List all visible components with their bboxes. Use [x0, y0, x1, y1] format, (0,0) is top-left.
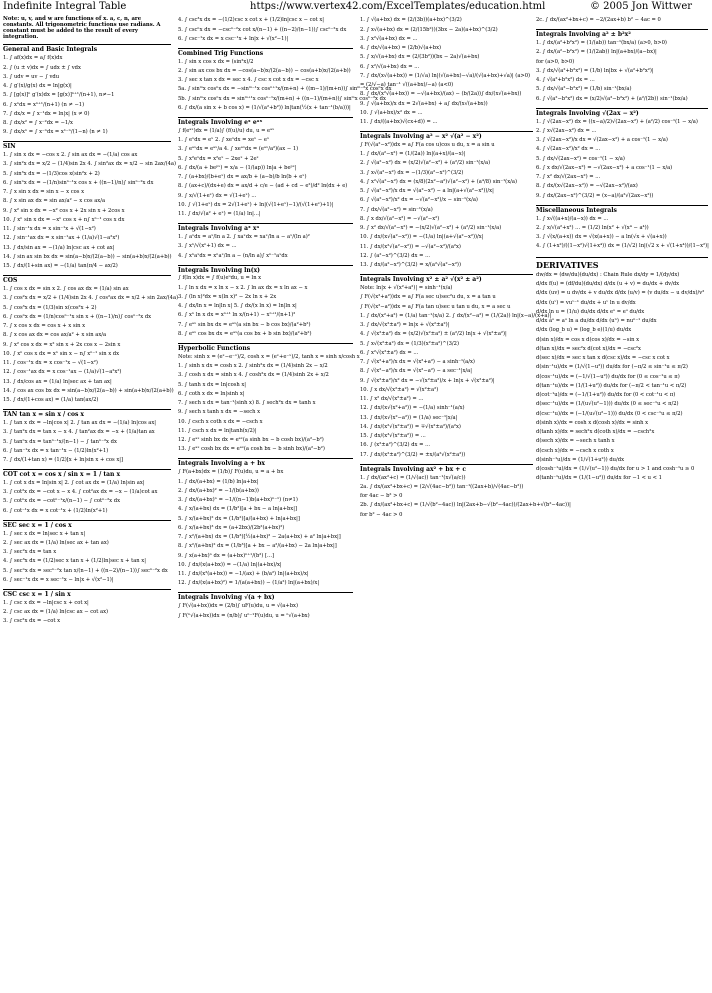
formula: 5. ∫ cos³x dx = (1/3)sin x(cos²x + 2): [3, 304, 97, 311]
formula: 1. ∫ aˣdx = aˣ/ln a 2. ∫ xaˣdx = xaˣ/ln a − aˣ/(ln a)²: [178, 234, 310, 241]
formula: 3. ∫ √(2ax−x²)/x dx = √(2ax−x²) + a cos⁻¹(1 − x/a): [536, 137, 668, 144]
section-title: SIN: [3, 141, 171, 151]
derivative-formula: d/dx aᵘ = aᵘ ln a du/dx d/dx (uⁿ) = nuⁿ⁻¹ du/dx: [536, 318, 657, 325]
formula: 8. ∫ x cos ax dx = cos ax/a² + x sin ax/a: [3, 332, 107, 339]
formula: 3. ∫ x²√(a+bx) dx = ...: [360, 35, 418, 42]
formula: 6. ∫ cosⁿx dx = (1/n)cosⁿ⁻¹x sin x + ((n−1)/n)∫ cosⁿ⁻²x dx: [3, 313, 152, 320]
formula: 1. ∫ sin x dx = −cos x 2. ∫ sin ax dx = −(1/a) cos ax: [3, 152, 138, 159]
formula: 7. ∫ eᵃˣ sin bx dx = eᵃˣ(a sin bx − b cos bx)/(a²+b²): [178, 321, 311, 328]
formula: 8. ∫ eᵃˣ cos bx dx = eᵃˣ(a cos bx + b sin bx)/(a²+b²): [178, 330, 312, 337]
formula: 3. ∫ cosh x dx = sinh x 4. ∫ cosh²x dx = (1/4)sinh 2x + x/2: [178, 372, 329, 379]
formula: 6. ∫ cot⁻¹x dx = x cot⁻¹x + (1/2)ln(x²+1): [3, 507, 108, 514]
formula: 3. ∫ xⁿ/√(xⁿ+1) dx = ...: [178, 243, 237, 250]
formula: 3. ∫ sin²x dx = x/2 − (1/4)sin 2x 4. ∫ sin²ax dx = x/2 − sin 2ax/(4a): [3, 161, 177, 168]
formula: 8. ∫ x²/(a+bx)² dx = (1/b³)[a + bx − a²/(a+bx) − 2a ln|a+bx|]: [178, 543, 337, 550]
formula: 5. ∫ x²eˣdx = x²eˣ − 2xeˣ + 2eˣ: [178, 155, 259, 162]
formula: 1. ∫ dx/(x²+a²) = (1/a) tan⁻¹(x/a) 2. ∫ dx/(x²−a²) = (1/(2a)) ln|(x−a)/(x+a)|: [360, 312, 552, 319]
formula: 2. ∫ (u ± v)dx = ∫ udx ± ∫ vdx: [3, 64, 81, 71]
formula: 14. ∫ dx/(x²√(x²±a²)) = ∓√(x²±a²)/(a²x): [360, 423, 461, 430]
derivative-formula: d(csc⁻¹u)/dx = (−1/(u√(u²−1))) du/dx (0 < csc⁻¹u ≤ π/2): [536, 410, 683, 417]
formula: 10. ∫ dx/(x√(a²−x²)) = −(1/a) ln|(a+√(a²−x²))/x|: [360, 234, 484, 241]
formula: 12. ∫ dx/(x√(x²+a²)) = −(1/a) sinh⁻¹(a/x): [360, 405, 465, 412]
formula: 1. ∫ tan x dx = −ln|cos x| 2. ∫ tan ax dx = −(1/a) ln|cos ax|: [3, 420, 157, 427]
formula: = (2/√−a) tan⁻¹ √((a+bx)/−a) (a<0): [360, 82, 454, 89]
derivative-formula: d(cosh⁻¹u)/dx = (1/√(u²−1)) du/dx for u > 1 and cosh⁻¹u ≥ 0: [536, 466, 695, 473]
formula: 12. ∫ sin⁻¹ax dx = x sin⁻¹ax + (1/a)√(1−a²x²): [3, 235, 120, 242]
formula: 3. ∫ dx/√(a²+b²x²) = (1/b) ln|bx + √(a²+b²x²)|: [536, 67, 654, 74]
formula: 4. ∫ dx/ln x = ln|ln x| 5. ∫ dx/(x ln x) = ln|ln x|: [178, 303, 297, 310]
formula: 3. ∫ eᵃˣdx = eᵃˣ/a 4. ∫ xeᵃˣdx = (eᵃˣ/a²)(ax − 1): [178, 146, 299, 153]
formula: ∫ f(ln x)dx = ∫ f(u)eᵘdu, u = ln x: [178, 275, 262, 282]
formula: 3. ∫ cos²x dx = x/2 + (1/4)sin 2x 4. ∫ cos²ax dx = x/2 + sin 2ax/(4a): [3, 295, 179, 302]
formula: 5. ∫ sin³x dx = −(1/3)cos x(sin²x + 2): [3, 170, 100, 177]
formula: 7. ∫ dx/x = ∫ x⁻¹dx = ln|x| (x ≠ 0): [3, 110, 90, 117]
formula: ∫ F(√(x²+a²))dx = a∫ F(a sec u)sec²u du, x = a tan u: [360, 294, 496, 301]
formula: 4. ∫ x/(a+bx) dx = (1/b²)[a + bx − a ln|a+bx|]: [178, 506, 297, 513]
formula: 1. ∫ ln x dx = x ln x − x 2. ∫ ln ax dx = x ln ax − x: [178, 284, 308, 291]
formula: 2c. ∫ dx/(ax²+bx+c) = −2/(2ax+b) b² − 4ac = 0: [536, 17, 661, 24]
formula: 6. ∫ dx/(a + beᵖˣ) = x/a − (1/(ap)) ln|a + beᵖˣ|: [178, 164, 297, 171]
section-title: Integrals Involving a + bx: [178, 458, 353, 468]
formula: 1. ∫ cot x dx = ln|sin x| 2. ∫ cot ax dx = (1/a) ln|sin ax|: [3, 479, 145, 486]
formula: 10. ∫ x dx/√(x²±a²) = √(x²±a²): [360, 386, 439, 393]
formula: 8. ∫ (ax+c)/(dx+e) dx = ax/d + c/e − (ad + cd − e²)/d² ln(dx + e): [178, 183, 348, 190]
formula: 6. ∫ tan⁻¹x dx = x tan⁻¹x − (1/2)ln(x²+1): [3, 447, 109, 454]
formula: 12. ∫ (a²−x²)^(3/2) dx = ...: [360, 252, 431, 259]
derivative-formula: d(tanh⁻¹u)/dx = (1/(1−u²)) du/dx for −1 < u < 1: [536, 475, 662, 482]
usage-note: Note: u, v, and w are functions of x. a, c, n, are constants. All trigonometric functions use radians. A constant must be added to the result of every integration.: [3, 16, 161, 41]
formula: 2. ∫ x/√(a²+x²) ... = (1/2) ln(x² + √(x⁴ − a⁴)): [536, 224, 649, 231]
formula: 3. ∫ dx/(a+bx)ⁿ = −1/((n−1)b(a+bx)ⁿ⁻¹) (n≠1): [178, 497, 298, 504]
formula: 5. ∫ x/(a+bx)² dx = (1/b²)[a/(a+bx) + ln|a+bx|]: [178, 515, 300, 522]
formula: 14. ∫ cos ax cos bx dx = sin(a−b)x/(2(a−b)) + sin(a+b)x/(2(a+b)): [3, 387, 174, 394]
formula: 1. ∫ √(a+bx) dx = (2/(3b))(a+bx)^(3/2): [360, 17, 462, 24]
section-title: CSC csc x = 1 / sin x: [3, 589, 171, 599]
formula: Note: sinh x = (eˣ−e⁻ˣ)/2, cosh x = (eˣ+e⁻ˣ)/2, tanh x = sinh x/cosh x: [178, 353, 360, 360]
section-title: SEC sec x = 1 / cos x: [3, 520, 171, 530]
formula: 7. ∫ dx/√(a²−x²) = sin⁻¹(x/a): [360, 206, 433, 213]
formula: 11. ∫ csch x dx = ln|tanh(x/2)|: [178, 427, 257, 434]
formula: 1. ∫ sinh x dx = cosh x 2. ∫ sinh²x dx = (1/4)sinh 2x − x/2: [178, 363, 328, 370]
formula: 3. ∫ (ln x)²dx = x(ln x)² − 2x ln x + 2x: [178, 293, 277, 300]
derivative-formula: dw/dx = (dw/du)(du/dx) : Chain Rule dx/dy = 1/(dy/dx): [536, 271, 680, 278]
formula: 2a. ∫ dx/(ax²+bx+c) = (2/√(4ac−b²)) tan⁻¹((2ax+b)/√(4ac−b²)): [360, 483, 524, 490]
formula: 4. ∫ xⁿaˣdx = xⁿaˣ/ln a − (n/ln a)∫ xⁿ⁻¹aˣdx: [178, 252, 288, 259]
formula: 5. ∫ x√(x²±a²) dx = (1/3)(x²±a²)^(3/2): [360, 340, 460, 347]
formula: 5. ∫ cotⁿx dx = −cotⁿ⁻¹x/(n−1) − ∫ cotⁿ⁻²x dx: [3, 498, 120, 505]
formula: 6. ∫ sinⁿx dx = −(1/n)sinⁿ⁻¹x cos x + ((n−1)/n)∫ sinⁿ⁻²x dx: [3, 179, 154, 186]
derivative-formula: d(sin⁻¹u)/dx = (1/√(1−u²)) du/dx for (−π/2 ≤ sin⁻¹u ≤ π/2): [536, 364, 688, 371]
formula: 2. ∫ sec ax dx = (1/a) ln(sec ax + tan ax): [3, 539, 109, 546]
formula: 6. ∫ x/(a+bx)³ dx = (a+2bx)/(2b²(a+bx)²): [178, 524, 285, 531]
formula: 10. ∫ csch x coth x dx = −csch x: [178, 418, 263, 425]
formula: 3. ∫ x√(a²−x²) dx = −(1/3)(a²−x²)^(3/2): [360, 169, 464, 176]
derivative-formula: d/dx (uᵛ) = vuᵛ⁻¹ du/dx + uᵛ ln u dv/dx: [536, 299, 636, 306]
formula: 3. ∫ sec²x dx = tan x: [3, 549, 57, 556]
formula: 2. ∫ dx/(a²−b²x²) = (1/(2ab)) ln|(a+bx)/(a−bx)|: [536, 49, 657, 56]
formula: 1. ∫ cos x dx = sin x 2. ∫ cos ax dx = (1/a) sin ax: [3, 286, 129, 293]
formula: 2. ∫ sin ax cos bx dx = −cos(a−b)x/(2(a−b)) − cos(a+b)x/(2(a+b)): [178, 67, 351, 74]
formula: 2. ∫ csc ax dx = (1/a) ln(csc ax − cot ax): [3, 609, 109, 616]
formula: 4. ∫ sec³x dx = (1/2)sec x tan x + (1/2)ln|sec x + tan x|: [3, 558, 146, 565]
section-title: Integrals Involving √(2ax − x²): [536, 108, 708, 118]
formula: ∫ F(√(a²−x²))dx = a∫ F(a cos u)cos u du, x = a sin u: [360, 141, 495, 148]
formula: 5b. ∫ sinᵐx cosⁿx dx = sinᵐ⁺¹x cosⁿ⁻¹x/(m+n) + ((n−1)/(m+n))∫ sinᵐx cosⁿ⁻²x dx: [178, 95, 386, 102]
formula: 1. ∫ x√((a+x)/(a−x)) dx = ...: [536, 215, 609, 222]
formula: 7. ∫ (a+bx)/(b+eˣ) dx = ax/b + (a−b)/b ln(b + eˣ): [178, 174, 307, 181]
formula: 8. ∫ x dx/√(a²−x²) = −√(a²−x²): [360, 215, 440, 222]
formula: 4. ∫ dx/√(a+bx) = (2/b)√(a+bx): [360, 45, 442, 52]
formula: for (a>0, b>0): [536, 58, 575, 65]
formula: 9. ∫ x² sin x dx = −x² cos x + 2x sin x + 2cos x: [3, 207, 125, 214]
formula: 7. ∫ x² dx/√(2ax−x²) = ...: [536, 174, 601, 181]
formula: 1. ∫ dx/(ax²+c) = (1/√(ac)) tan⁻¹(x√(a/c)): [360, 474, 466, 481]
formula: 1. ∫ sec x dx = ln|sec x + tan x|: [3, 530, 86, 537]
formula: 8. ∫ √(x²−a²)/x dx = √(x²−a²) − a sec⁻¹|x/a|: [360, 368, 473, 375]
column-4: [536, 16, 708, 483]
formula: 1. ∫ eˣdx = eˣ 2. ∫ xeˣdx = xeˣ − eˣ: [178, 137, 270, 144]
formula: 9. ∫ √(x²±a²)/x² dx = −√(x²±a²)/x + ln|x + √(x²±a²)|: [360, 377, 495, 384]
formula: 6. ∫ dx/(a sin x + b cos x) = (1/√(a²+b²)) ln|tan(½(x + tan⁻¹(b/a)))|: [178, 104, 351, 111]
derivative-formula: d(sec⁻¹u)/dx = (1/(u√(u²−1))) du/dx (0 ≤ sec⁻¹u < π/2): [536, 401, 679, 408]
formula: 13. ∫ eᵃˣ cosh bx dx = eᵃˣ(a cosh bx − b sinh bx)/(a²−b²): [178, 446, 325, 453]
formula: 3. ∫ dx/√(x²±a²) = ln|x + √(x²±a²)|: [360, 322, 450, 329]
formula: 1. ∫ √(2ax−x²) dx = ((x−a)/2)√(2ax−x²) + (a²/2) cos⁻¹(1 − x/a): [536, 118, 698, 125]
column-1: [3, 16, 179, 626]
formula: 12. ∫ eᵃˣ sinh bx dx = eᵃˣ(a sinh bx − b cosh bx)/(a²−b²): [178, 437, 324, 444]
formula: 6. ∫ coth x dx = ln|sinh x|: [178, 390, 245, 397]
derivative-formula: d(tanh x)/dx = sech²x d(coth x)/dx = −csch²x: [536, 429, 655, 436]
formula: 3. ∫ csc²x dx = −cot x: [3, 618, 61, 625]
formula: 3. ∫ √(x/(a+x)) dx = √(x(a+x)) − a ln(√x + √(a+x)): [536, 234, 667, 241]
derivative-formula: d(sinh⁻¹u)/dx = (1/√(1+u²)) du/dx: [536, 456, 624, 463]
formula: 2b. ∫ dx/(ax²+bx+c) = (1/√(b²−4ac)) ln|(2ax+b−√(b²−4ac))/(2ax+b+√(b²−4ac))|: [360, 502, 571, 509]
formula: 2. ∫ x√(2ax−x²) dx = ...: [536, 127, 597, 134]
formula: 13. ∫ dx/cos ax = (1/a) ln|sec ax + tan ax|: [3, 378, 112, 385]
section-title: Integrals Involving ax² + bx + c: [360, 464, 533, 474]
formula: 7. ∫ √(x²+a²)/x dx = √(x²+a²) − a sinh⁻¹(a/x): [360, 359, 475, 366]
formula: 11. ∫ dx/(x²√(a²−x²)) = −√(a²−x²)/(a²x): [360, 243, 461, 250]
derivative-formula: d(sin x)/dx = cos x d(cos x)/dx = −sin x: [536, 336, 640, 343]
formula: 6. ∫ xⁿ ln x dx = xⁿ⁺¹ ln x/(n+1) − xⁿ⁺¹/(n+1)²: [178, 312, 296, 319]
formula: 9. ∫ √(a+bx)/x dx = 2√(a+bx) + a∫ dx/(x√(a+bx)): [360, 100, 488, 107]
formula: 7. ∫ x²/(a+bx) dx = (1/b³)[½(a+bx)² − 2a(a+bx) + a² ln|a+bx|]: [178, 534, 341, 541]
formula: Note: ln|x + √(x²+a²)| = sinh⁻¹(x/a): [360, 285, 453, 292]
formula: 5. ∫ tanh x dx = ln|cosh x|: [178, 381, 247, 388]
formula: 3. ∫ tan²x dx = tan x − x 4. ∫ tan²ax dx = −x + (1/a)tan ax: [3, 429, 155, 436]
derivative-formula: d/dx (log_b u) = (log_b e)(1/u) du/dx: [536, 327, 632, 334]
derivative-formula: d(tan x)/dx = sec²x d(cot x)/dx = −csc²x: [536, 345, 641, 352]
formula: 6. ∫ csc⁻¹x dx = x csc⁻¹x + ln|x + √(x²−1)|: [178, 35, 289, 42]
section-title: Integrals Involving a² − x² √(a² − x²): [360, 131, 533, 141]
derivative-formula: d/dx ln u = (1/u) du/dx d/dx eᵘ = eᵘ du/dx: [536, 308, 645, 315]
formula: for b² − 4ac > 0: [360, 511, 403, 518]
formula: 2. ∫ √(a²−x²) dx = (x/2)√(a²−x²) + (a²/2) sin⁻¹(x/a): [360, 160, 491, 167]
formula: ∫ F(ⁿ√(a+bx))dx = (n/b)∫ uⁿ⁻¹F(u)du, u = ⁿ√(a+bx): [178, 612, 310, 619]
formula: 3. ∫ udv = uv − ∫ vdu: [3, 73, 60, 80]
formula: 5. ∫ dx/√(a²−b²x²) = (1/b) sin⁻¹(bx/a): [536, 86, 632, 93]
formula: ∫ F(√(a+bx))dx = (2/b)∫ uF(u)du, u = √(a+bx): [178, 603, 299, 610]
formula: 4. ∫ csc³x dx = −(1/2)csc x cot x + (1/2)ln|csc x − cot x|: [178, 17, 325, 24]
formula: 1. ∫ csc x dx = −ln|csc x + cot x|: [3, 599, 89, 606]
formula: 5. ∫ x/√(a+bx) dx = (2/(3b²))(bx − 2a)√(a+bx): [360, 54, 480, 61]
section-title: Integrals Involving √(a + bx): [178, 592, 353, 602]
formula: 2. ∫ x√(a+bx) dx = (2/(15b²))(3bx − 2a)(a+bx)^(3/2): [360, 26, 498, 33]
formula: 10. ∫ dx/(x(a+bx)) = −(1/a) ln|(a+bx)/x|: [178, 561, 282, 568]
derivative-formula: d(sech x)/dx = −sech x tanh x: [536, 438, 615, 445]
formula: 10. ∫ √(a+bx)/x² dx = ...: [360, 109, 423, 116]
formula: 9. ∫ dx/xⁿ = ∫ x⁻ⁿdx = x¹⁻ⁿ/(1−n) (n ≠ 1): [3, 129, 108, 136]
formula: 15. ∫ dx/(x³√(x²±a²)) = ...: [360, 433, 426, 440]
formula: 4. ∫ √(2ax−x²)/x² dx = ...: [536, 146, 601, 153]
formula: 11. ∫ dx/((a+bx)√(cx+d)) = ...: [360, 119, 438, 126]
formula: 3. ∫ cot²x dx = −cot x − x 4. ∫ cot²ax dx = −x − (1/a)cot ax: [3, 489, 158, 496]
formula: 3. ∫ sec x tan x dx = sec x 4. ∫ csc x cot x dx = −csc x: [178, 77, 319, 84]
derivative-formula: d(sec x)/dx = sec x tan x d(csc x)/dx = −csc x cot x: [536, 355, 670, 362]
formula: 7. ∫ sech x dx = tan⁻¹(sinh x) 8. ∫ sech²x dx = tanh x: [178, 400, 316, 407]
section-title: Combined Trig Functions: [178, 48, 353, 58]
formula: 4. ∫ √(a²+b²x²) dx = ...: [536, 77, 595, 84]
formula: 10. ∫ xⁿ sin x dx = −xⁿ cos x + n∫ xⁿ⁻¹ cos x dx: [3, 216, 125, 223]
formula: 9. ∫ dx/(2ax−x²)^(3/2) = (x−a)/(a²√(2ax−x²)): [536, 192, 654, 199]
formula: 4. ∫ (1+x²)/((1−x²)√(1+x⁴)) dx = (1/√2) ln|(√2 x + √(1+x⁴))/(1−x²)|: [536, 243, 709, 250]
formula: 15. ∫ dx/(1+cos ax) = (1/a) tan(ax/2): [3, 397, 99, 404]
formula: 9. ∫ x/√(1+eˣ) dx = √(1+eˣ) ...: [178, 192, 257, 199]
formula: for 4ac − b² > 0: [360, 493, 403, 500]
derivative-formula: d/dx f(u) = (df/du)(du/dx) d/dx (u + v) = du/dx + dv/dx: [536, 281, 680, 288]
formula: 12. ∫ dx/(x(a+bx)²) = 1/(a(a+bx)) − (1/a²) ln|(a+bx)/x|: [178, 580, 320, 587]
formula: 1. ∫ dx/(a+bx) = (1/b) ln|a+bx|: [178, 478, 259, 485]
section-title: COS: [3, 275, 171, 285]
formula: 13. ∫ dx/(x√(x²−a²)) = (1/a) sec⁻¹|x/a|: [360, 414, 458, 421]
formula: 5. ∫ dx/√(2ax−x²) = cos⁻¹(1 − x/a): [536, 155, 625, 162]
section-title: Integrals Involving a² ± b²x²: [536, 29, 708, 39]
formula: 16. ∫ (x²±a²)^(3/2) dx = ...: [360, 442, 431, 449]
formula: 10. ∫ xⁿ cos x dx = xⁿ sin x − n∫ xⁿ⁻¹ sin x dx: [3, 350, 120, 357]
page-title: Indefinite Integral Table: [3, 1, 127, 12]
formula: 11. ∫ dx/(x²(a+bx)) = −1/(ax) + (b/a²) ln|(a+bx)/x|: [178, 571, 309, 578]
formula: 6. ∫ x²/√(a+bx) dx = ...: [360, 63, 420, 70]
formula: 11. ∫ x² dx/√(x²±a²) = ...: [360, 396, 424, 403]
formula: 5. ∫ [g(x)]ⁿ g′(x)dx = [g(x)]ⁿ⁺¹/(n+1), n≠−1: [3, 92, 115, 99]
formula: 8. ∫ dx/(x√(2ax−x²)) = −√(2ax−x²)/(ax): [536, 183, 638, 190]
formula: 6. ∫ x dx/√(2ax−x²) = −√(2ax−x²) + a cos⁻¹(1 − x/a): [536, 164, 673, 171]
formula: 7. ∫ dx/(1+tan x) = (1/2)[x + ln|sin x + cos x|]: [3, 457, 124, 464]
formula: 8. ∫ x sin ax dx = sin ax/a² − x cos ax/a: [3, 198, 106, 205]
formula: 12. ∫ cos⁻¹ax dx = x cos⁻¹ax − (1/a)√(1−a²x²): [3, 369, 122, 376]
section-title: TAN tan x = sin x / cos x: [3, 409, 171, 419]
section-title: Integrals Involving aˣ xᵃ: [178, 223, 353, 233]
derivative-formula: d(tan⁻¹u)/dx = (1/(1+u²)) du/dx for (−π/2 < tan⁻¹u < π/2): [536, 382, 687, 389]
section-title: Hyperbolic Functions: [178, 343, 353, 353]
formula: 11. ∫ dx/√(a² + eˣ) = (1/a) ln|...|: [178, 211, 261, 218]
formula: 7. ∫ x cos x dx = cos x + x sin x: [3, 323, 86, 330]
formula: 6. ∫ √(a²−x²)/x² dx = −√(a²−x²)/x − sin⁻¹(x/a): [360, 197, 478, 204]
section-title: Integrals Involving x² ± a² √(x² ± a²): [360, 274, 533, 284]
section-title: COT cot x = cos x / sin x = 1 / tan x: [3, 469, 171, 479]
formula: 8. ∫ dx/x² = ∫ x⁻²dx = −1/x: [3, 120, 73, 127]
formula: 10. ∫ √(1+eˣ) dx = 2√(1+eˣ) + ln|(√(1+eˣ)−1)/(√(1+eˣ)+1)|: [178, 201, 334, 208]
formula: 2. ∫ dx/(a+bx)² = −1/(b(a+bx)): [178, 487, 259, 494]
copyright: © 2005 Jon Wittwer: [590, 1, 693, 12]
formula: 4. ∫ √(x²±a²) dx = (x/2)√(x²±a²) ± (a²/2) ln|x + √(x²±a²)|: [360, 331, 507, 338]
formula: 5a. ∫ sinᵐx cosⁿx dx = −sinᵐ⁻¹x cosⁿ⁺¹x/(m+n) + ((m−1)/(m+n))∫ sinᵐ⁻²x cosⁿx dx: [178, 86, 392, 93]
derivative-formula: d/dx (uv) = u dv/dx + v du/dx d/dx (u/v) = (v du/dx − u dv/dx)/v²: [536, 290, 705, 297]
formula: ∫ F(√(x²−a²))dx = a∫ F(a tan u)sec u tan u du, x = a sec u: [360, 303, 511, 310]
formula: 1. ∫ af(x)dx = a∫ f(x)dx: [3, 55, 63, 62]
section-title: Integrals Involving eˣ eᵃˣ: [178, 117, 353, 127]
section-title: Miscellaneous Integrals: [536, 205, 708, 215]
formula: 5. ∫ √(a²−x²)/x dx = √(a²−x²) − a ln|(a+√(a²−x²))/x|: [360, 188, 494, 195]
formula: 9. ∫ x² cos x dx = x² sin x + 2x cos x − 2sin x: [3, 341, 121, 348]
formula: 9. ∫ sech x tanh x dx = −sech x: [178, 409, 261, 416]
derivative-formula: d(cos⁻¹u)/dx = (−1/√(1−u²)) du/dx for (0 ≤ cos⁻¹u ≤ π): [536, 373, 680, 380]
formula: 9. ∫ x² dx/√(a²−x²) = −(x/2)√(a²−x²) + (a²/2) sin⁻¹(x/a): [360, 225, 502, 232]
formula: 5. ∫ cscⁿx dx = −cscⁿ⁻²x cot x/(n−1) + ((n−2)/(n−1))∫ cscⁿ⁻²x dx: [178, 26, 347, 33]
formula: 1. ∫ dx/(a²−x²) = (1/(2a)) ln|(a+x)/(a−x)|: [360, 151, 466, 158]
formula: 5. ∫ tanⁿx dx = tanⁿ⁻¹x/(n−1) − ∫ tanⁿ⁻²x dx: [3, 438, 117, 445]
derivative-formula: d(cot⁻¹u)/dx = (−1/(1+u²)) du/dx for (0 < cot⁻¹u < π): [536, 392, 676, 399]
source-url: https://www.vertex42.com/ExcelTemplates/education.html: [250, 1, 546, 12]
formula: 4. ∫ x²√(a²−x²) dx = (x/8)(2x²−a²)√(a²−x²) + (a⁴/8) sin⁻¹(x/a): [360, 178, 517, 185]
formula: 13. ∫ dx/(a²−x²)^(3/2) = x/(a²√(a²−x²)): [360, 262, 461, 269]
formula: ∫ f(eᵃˣ)dx = (1/a)∫ (f(u)/u) du, u = eᵃˣ: [178, 127, 275, 134]
formula: 6. ∫ xⁿdx = xⁿ⁺¹/(n+1) (n ≠ −1): [3, 101, 85, 108]
formula: 11. ∫ cos⁻¹x dx = x cos⁻¹x − √(1−x²): [3, 360, 98, 367]
formula: ∫ F(a+bx)dx = (1/b)∫ F(u)du, u = a + bx: [178, 469, 284, 476]
formula: 14. ∫ sin ax sin bx dx = sin(a−b)x/(2(a−b)) − sin(a+b)x/(2(a+b)): [3, 253, 172, 260]
formula: 6. ∫ x²√(x²±a²) dx = ...: [360, 349, 419, 356]
formula: 7. ∫ x sin x dx = sin x − x cos x: [3, 189, 85, 196]
derivative-formula: d(csch x)/dx = −csch x coth x: [536, 447, 614, 454]
derivative-formula: d(sinh x)/dx = cosh x d(cosh x)/dx = sinh x: [536, 419, 649, 426]
formula: 1. ∫ dx/(a²+b²x²) = (1/(ab)) tan⁻¹(bx/a) (a>0, b>0): [536, 40, 667, 47]
formula: 9. ∫ x(a+bx)ⁿ dx = (a+bx)ⁿ⁺¹/(b²) [...]: [178, 552, 275, 559]
formula: 7. ∫ dx/(x√(a+bx)) = (1/√a) ln|(√(a+bx)−√a)/(√(a+bx)+√a)| (a>0): [360, 72, 531, 79]
section-title: Integrals Involving ln(x): [178, 265, 353, 275]
formula: 6. ∫ sec⁻¹x dx = x sec⁻¹x − ln|x + √(x²−1)|: [3, 576, 114, 583]
formula: 15. ∫ dx/(1+sin ax) = −(1/a) tan(π/4 − ax/2): [3, 263, 118, 270]
formula: 6. ∫ √(a²−b²x²) dx = (x/2)√(a²−b²x²) + (a²/(2b)) sin⁻¹(bx/a): [536, 95, 688, 102]
derivatives-title: DERIVATIVES: [536, 257, 708, 270]
formula: 8. ∫ dx/(x²√(a+bx)) = −√(a+bx)/(ax) − (b/(2a))∫ dx/(x√(a+bx)): [360, 91, 522, 98]
formula: 5. ∫ secⁿx dx = secⁿ⁻²x tan x/(n−1) + ((n−2)/(n−1))∫ secⁿ⁻²x dx: [3, 567, 168, 574]
formula: 11. ∫ sin⁻¹x dx = x sin⁻¹x + √(1−x²): [3, 226, 96, 233]
formula: 17. ∫ dx/(x²±a²)^(3/2) = ±x/(a²√(x²±a²)): [360, 451, 466, 458]
formula: 1. ∫ sin x cos x dx = (sin²x)/2: [178, 58, 254, 65]
page-header: [0, 0, 712, 14]
section-title: General and Basic Integrals: [3, 44, 171, 54]
formula: 4. ∫ g′(x)/g(x) dx = ln|g(x)|: [3, 83, 72, 90]
formula: 13. ∫ dx/sin ax = −(1/a) ln|csc ax + cot ax|: [3, 244, 115, 251]
